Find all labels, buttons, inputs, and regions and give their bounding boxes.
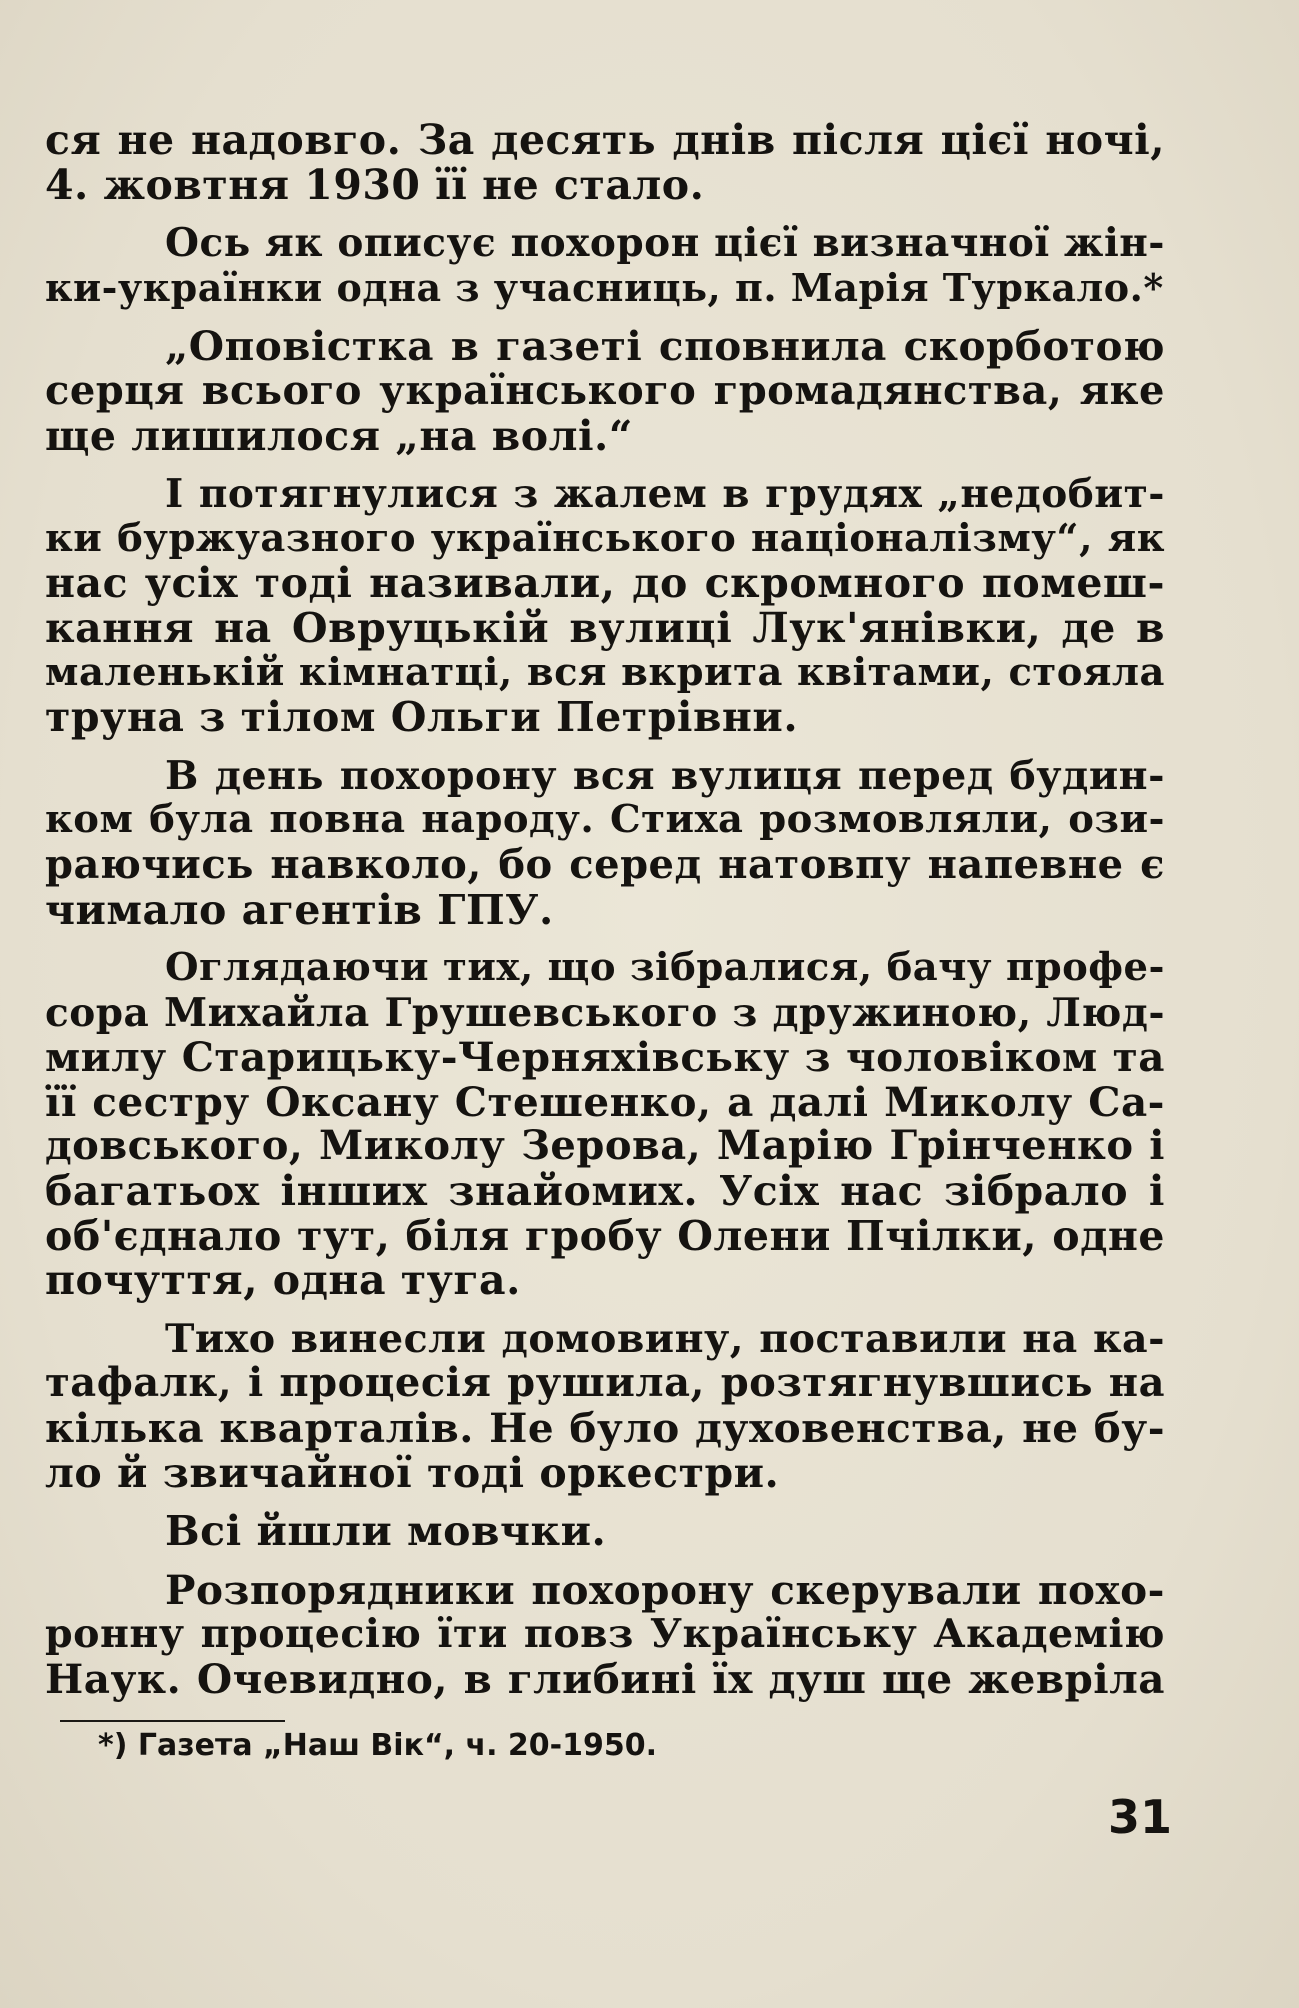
text-line: тафалк, і процесія рушила, розтягнувшись на: [45, 1359, 1165, 1407]
paragraph: [45, 118, 1165, 207]
text-line: „Оповістка в газеті сповнила скорботою: [165, 322, 1165, 371]
paragraph: [45, 754, 1165, 932]
footnote: *) Газета „Наш Вік“, ч. 20-1950.: [98, 1728, 658, 1763]
text-line: ком була повна народу. Стиха розмовляли, ози-: [45, 797, 1165, 843]
paragraph: [45, 324, 1165, 458]
paragraph: [45, 1317, 1165, 1495]
text-line: кілька кварталів. Не було духовенства, не бу-: [45, 1404, 1165, 1453]
text-line: ронну процесію їти повз Українську Академію: [45, 1611, 1165, 1658]
text-line: Наук. Очевидно, в глибині їх душ ще жевріла: [45, 1655, 1165, 1703]
text-line: маленькій кімнатці, вся вкрита квітами, стояла: [45, 649, 1165, 695]
text-line: чимало агентів ГПУ.: [45, 885, 554, 934]
text-line: почуття, одна туга.: [45, 1256, 521, 1305]
text-line: Ось як описує похорон цієї визначної жін-: [165, 220, 1165, 267]
text-line: І потягнулися з жалем в грудях „недобит-: [165, 471, 1165, 518]
text-line: її сестру Оксану Стешенко, а далі Миколу Са-: [45, 1077, 1165, 1126]
paragraph: [45, 472, 1165, 740]
paragraph: [45, 946, 1165, 1303]
text-line: раючись навколо, бо серед натовпу напевне є: [45, 840, 1165, 888]
paragraph: [45, 1565, 1165, 1703]
text-line: багатьох інших знайомих. Усіх нас зібрало і: [45, 1167, 1165, 1216]
text-line: милу Старицьку-Черняхівську з чоловіком та: [45, 1033, 1165, 1082]
body-text: [45, 118, 1165, 1702]
text-line: серця всього українського громадянства, яке: [45, 366, 1165, 414]
text-line: Всі йшли мовчки.: [165, 1507, 607, 1556]
text-line: ще лишилося „на волі.“: [45, 411, 633, 460]
page-number: 31: [1108, 1790, 1173, 1844]
text-line: нас усіх тоді називали, до скромного помеш-: [45, 559, 1165, 608]
text-line: ки буржуазного українського націоналізму“, як: [45, 515, 1165, 561]
text-line: Тихо винесли домовину, поставили на ка-: [165, 1315, 1165, 1362]
text-line: ло й звичайної тоді оркестри.: [45, 1448, 780, 1497]
paragraph: [45, 221, 1165, 310]
text-line: 4. жовтня 1930 її не стало.: [45, 160, 705, 209]
text-line: довського, Миколу Зерова, Марію Грінченко і: [45, 1122, 1165, 1170]
text-line: об'єднало тут, біля гробу Олени Пчілки, одне: [45, 1211, 1165, 1260]
footnote-divider: [60, 1720, 285, 1722]
text-line: ся не надовго. За десять днів після цієї ночі,: [45, 116, 1165, 164]
paragraph: [45, 1509, 1165, 1554]
text-line: сора Михайла Грушевського з дружиною, Люд-: [45, 989, 1165, 1036]
text-line: Оглядаючи тих, що зібралися, бачу профе-: [165, 945, 1165, 991]
text-line: труна з тілом Ольги Петрівни.: [45, 693, 799, 742]
text-line: Розпорядники похорону скерували похо-: [165, 1565, 1165, 1614]
text-line: ки-українки одна з учасниць, п. Марія Туркало.*: [45, 264, 1164, 310]
text-line: В день похорону вся вулиця перед будин-: [165, 752, 1165, 799]
text-line: кання на Овруцькій вулиці Лук'янівки, де в: [45, 603, 1165, 652]
